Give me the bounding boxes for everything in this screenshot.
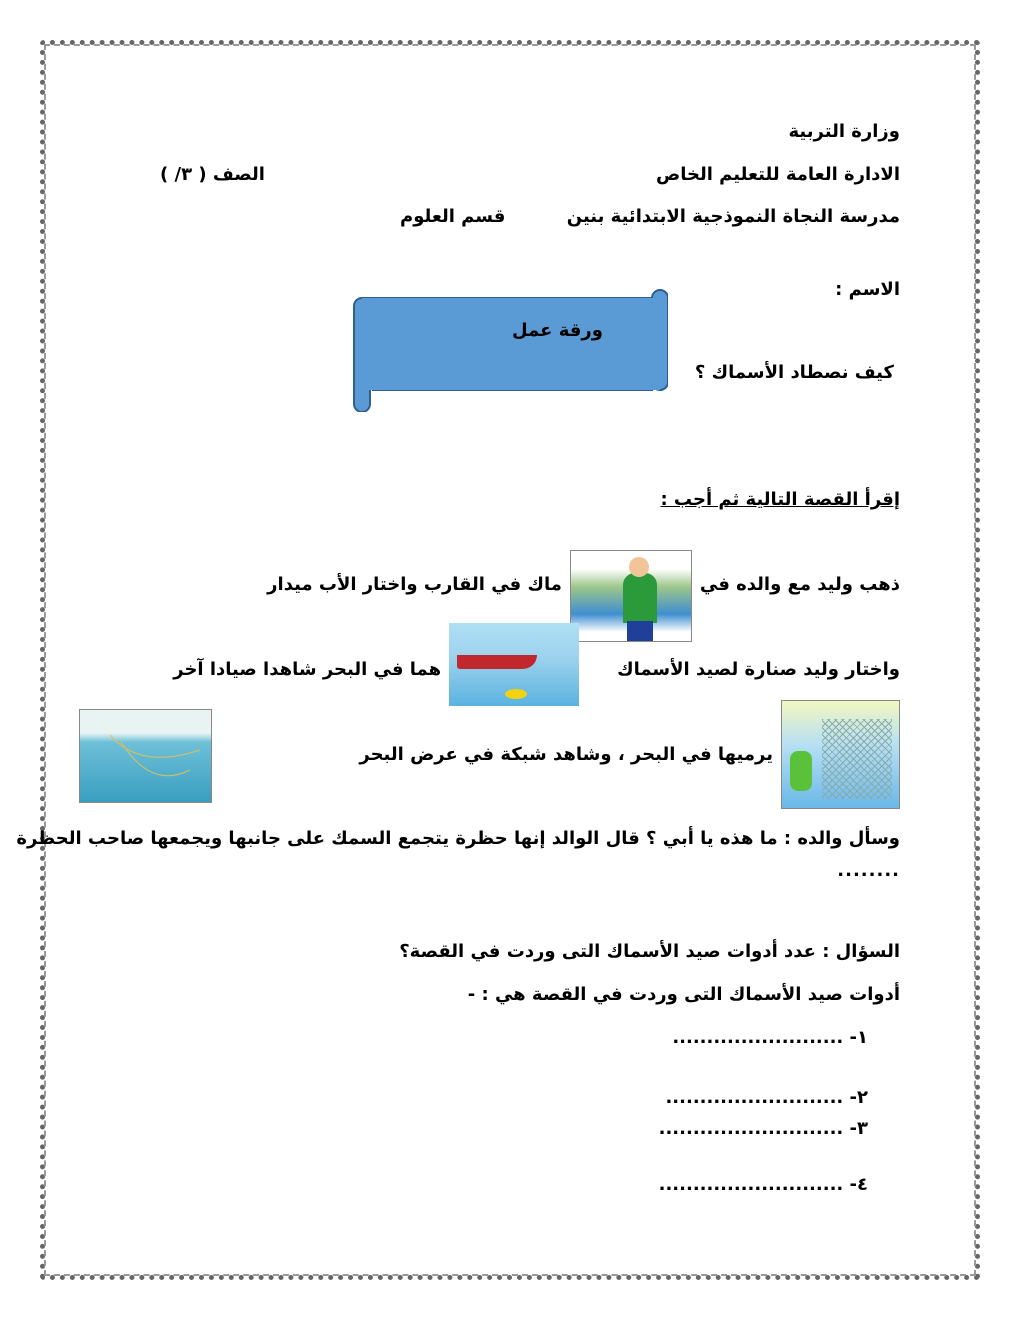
story-line1-left: ماك في القارب واختار الأب ميدار bbox=[267, 574, 562, 595]
story-line4: وسأل والده : ما هذه يا أبي ؟ قال الوالد إنها حظرة يتجمع السمك على جانبها ويجمعها صاحب الحظرة bbox=[16, 828, 900, 849]
instruction: إقرأ القصة التالية ثم أجب : bbox=[660, 489, 900, 510]
name-label: الاسم : bbox=[835, 279, 900, 300]
answer-3[interactable]: ٣- ........................... bbox=[658, 1118, 868, 1139]
story-line2-right: واختار وليد صنارة لصيد الأسماك bbox=[617, 659, 900, 680]
fish-trap-image bbox=[79, 709, 212, 803]
story-line1-right: ذهب وليد مع والده في bbox=[699, 574, 900, 595]
grade: الصف ( ٣/ ) bbox=[160, 164, 265, 185]
fish-trap-net-icon bbox=[80, 710, 211, 802]
answer-2[interactable]: ٢- .......................... bbox=[665, 1087, 868, 1108]
department: الادارة العامة للتعليم الخاص bbox=[656, 164, 900, 185]
story-line5: ........ bbox=[837, 860, 900, 881]
story-row-3 bbox=[359, 700, 900, 809]
question: السؤال : عدد أدوات صيد الأسماك التى وردت في القصة؟ bbox=[399, 941, 900, 962]
boy-net-image bbox=[781, 700, 900, 809]
school: مدرسة النجاة النموذجية الابتدائية بنين bbox=[566, 206, 900, 227]
banner-scroll bbox=[352, 282, 668, 412]
section: قسم العلوم bbox=[400, 206, 506, 227]
story-line3: يرميها في البحر ، وشاهد شبكة في عرض البحر bbox=[359, 744, 773, 765]
story-row-2 bbox=[173, 623, 900, 706]
answer-4[interactable]: ٤- ........................... bbox=[658, 1174, 868, 1195]
answer-intro: أدوات صيد الأسماك التى وردت في القصة هي : - bbox=[467, 984, 900, 1005]
answer-1[interactable]: ١- ......................... bbox=[672, 1027, 868, 1048]
story-line2-left: هما في البحر شاهدا صيادا آخر bbox=[173, 659, 442, 680]
fishing-boat-image bbox=[449, 623, 579, 706]
ministry: وزارة التربية bbox=[788, 121, 900, 142]
banner-title: ورقة عمل bbox=[512, 320, 603, 341]
question-title: كيف نصطاد الأسماك ؟ bbox=[694, 362, 894, 383]
